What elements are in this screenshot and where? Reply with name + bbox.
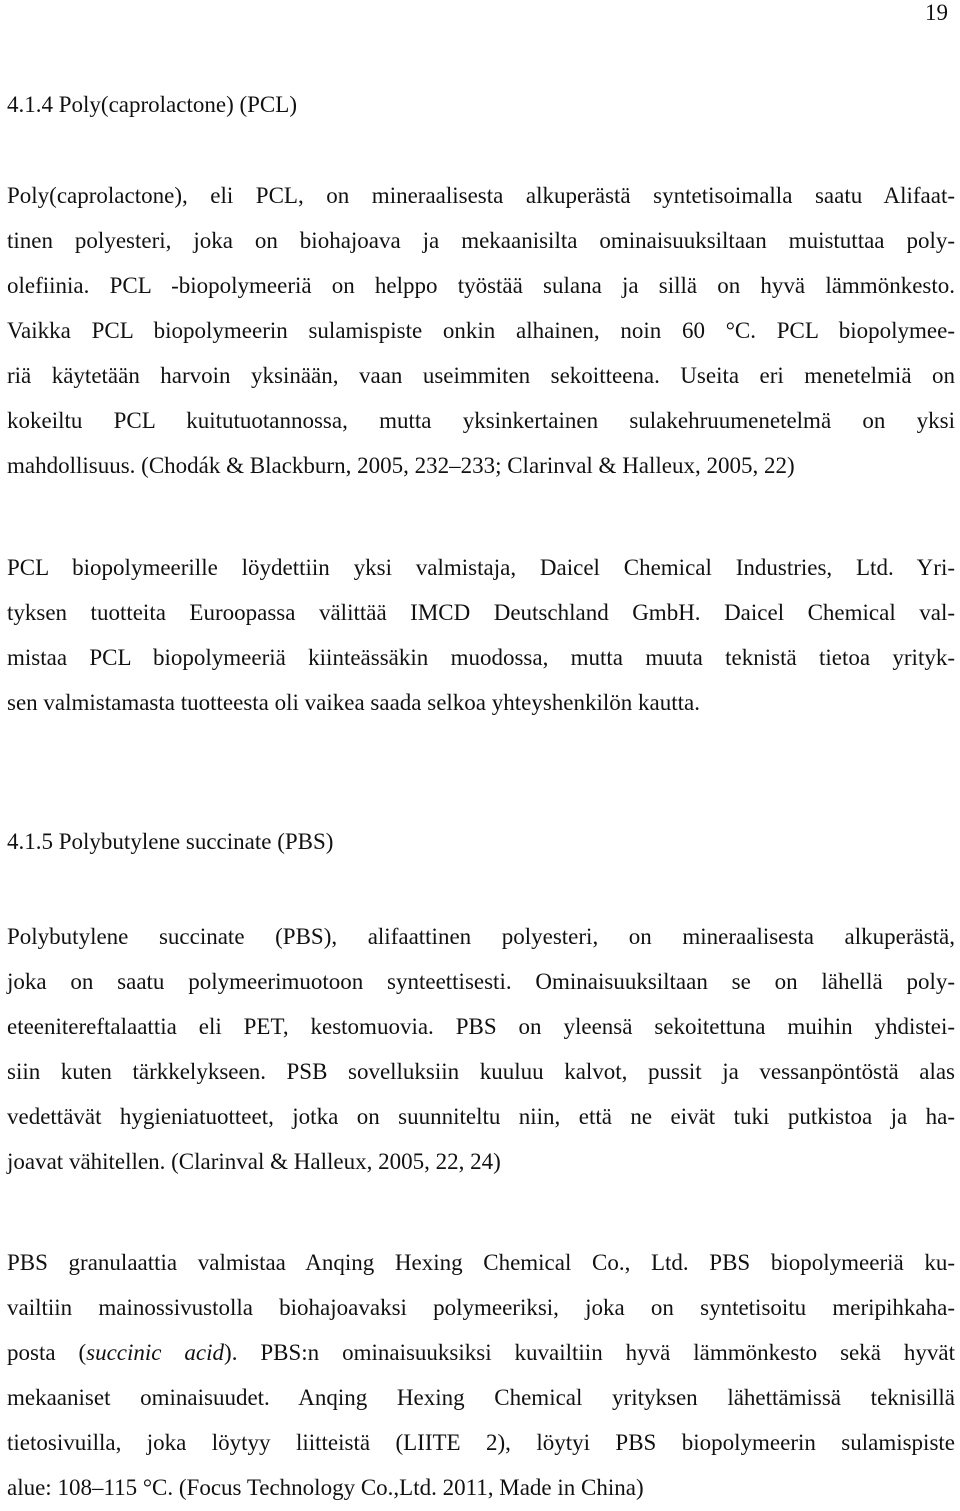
- text-line: joka on saatu polymeerimuotoon synteettisesti. Ominaisuuksiltaan se on lähellä poly-: [7, 969, 955, 994]
- paragraph-pcl-intro: [7, 173, 955, 488]
- section-heading-pbs: 4.1.5 Polybutylene succinate (PBS): [7, 829, 334, 854]
- text-line: mistaa PCL biopolymeeriä kiinteässäkin muodossa, mutta muuta teknistä tietoa yrityk-: [7, 645, 955, 670]
- text-line: siin kuten tärkkelykseen. PSB sovelluksiin kuuluu kalvot, pussit ja vessanpöntöstä alas: [7, 1059, 955, 1084]
- text-line: tietosivuilla, joka löytyy liitteistä (LIITE 2), löytyi PBS biopolymeerin sulamispiste: [7, 1430, 955, 1455]
- text-line: kokeiltu PCL kuitutuotannossa, mutta yksinkertainen sulakehruumenetelmä on yksi: [7, 408, 955, 433]
- italic-term: succinic acid: [86, 1340, 225, 1365]
- text-line: vedettävät hygieniatuotteet, jotka on suunniteltu niin, että ne eivät tuki putkistoa ja ha-: [7, 1104, 955, 1129]
- text-line: PBS granulaattia valmistaa Anqing Hexing Chemical Co., Ltd. PBS biopolymeeriä ku-: [7, 1250, 955, 1275]
- paragraph-pcl-manufacturer: [7, 545, 955, 725]
- text-segment: posta (: [7, 1340, 87, 1365]
- text-line: alue: 108–115 °C. (Focus Technology Co.,Ltd. 2011, Made in China): [7, 1475, 644, 1500]
- text-line: riä käytetään harvoin yksinään, vaan useimmiten sekoitteena. Useita eri menetelmiä on: [7, 363, 955, 388]
- paragraph-pbs-manufacturer: [7, 1240, 955, 1510]
- text-line: vailtiin mainossivustolla biohajoavaksi polymeeriksi, joka on syntetisoitu meripihkaha-: [7, 1295, 955, 1320]
- text-line: Vaikka PCL biopolymeerin sulamispiste onkin alhainen, noin 60 °C. PCL biopolymee-: [7, 318, 955, 343]
- text-line: mahdollisuus. (Chodák & Blackburn, 2005, 232–233; Clarinval & Halleux, 2005, 22): [7, 453, 795, 478]
- text-line: joavat vähitellen. (Clarinval & Halleux, 2005, 22, 24): [7, 1149, 501, 1174]
- paragraph-pbs-intro: [7, 914, 955, 1184]
- text-segment: ). PBS:n ominaisuuksiksi kuvailtiin hyvä lämmönkesto sekä hyvät: [224, 1340, 955, 1365]
- text-line: Poly(caprolactone), eli PCL, on mineraalisesta alkuperästä syntetisoimalla saatu Alifaat-: [7, 183, 955, 208]
- text-line: tinen polyesteri, joka on biohajoava ja mekaanisilta ominaisuuksiltaan muistuttaa poly-: [7, 228, 955, 253]
- text-line-with-italic: [7, 1330, 955, 1375]
- text-line: sen valmistamasta tuotteesta oli vaikea saada selkoa yhteyshenkilön kautta.: [7, 690, 700, 715]
- text-line: Polybutylene succinate (PBS), alifaattinen polyesteri, on mineraalisesta alkuperästä,: [7, 924, 955, 949]
- text-line: mekaaniset ominaisuudet. Anqing Hexing Chemical yrityksen lähettämissä teknisillä: [7, 1385, 955, 1410]
- text-line: PCL biopolymeerille löydettiin yksi valmistaja, Daicel Chemical Industries, Ltd. Yri-: [7, 555, 955, 580]
- text-line: eteenitereftalaattia eli PET, kestomuovia. PBS on yleensä sekoitettuna muihin yhdistei-: [7, 1014, 955, 1039]
- text-line: olefiinia. PCL -biopolymeeriä on helppo työstää sulana ja sillä on hyvä lämmönkesto.: [7, 273, 955, 298]
- page-number: 19: [925, 0, 948, 25]
- text-line: tyksen tuotteita Euroopassa välittää IMCD Deutschland GmbH. Daicel Chemical val-: [7, 600, 955, 625]
- section-heading-pcl: 4.1.4 Poly(caprolactone) (PCL): [7, 92, 297, 117]
